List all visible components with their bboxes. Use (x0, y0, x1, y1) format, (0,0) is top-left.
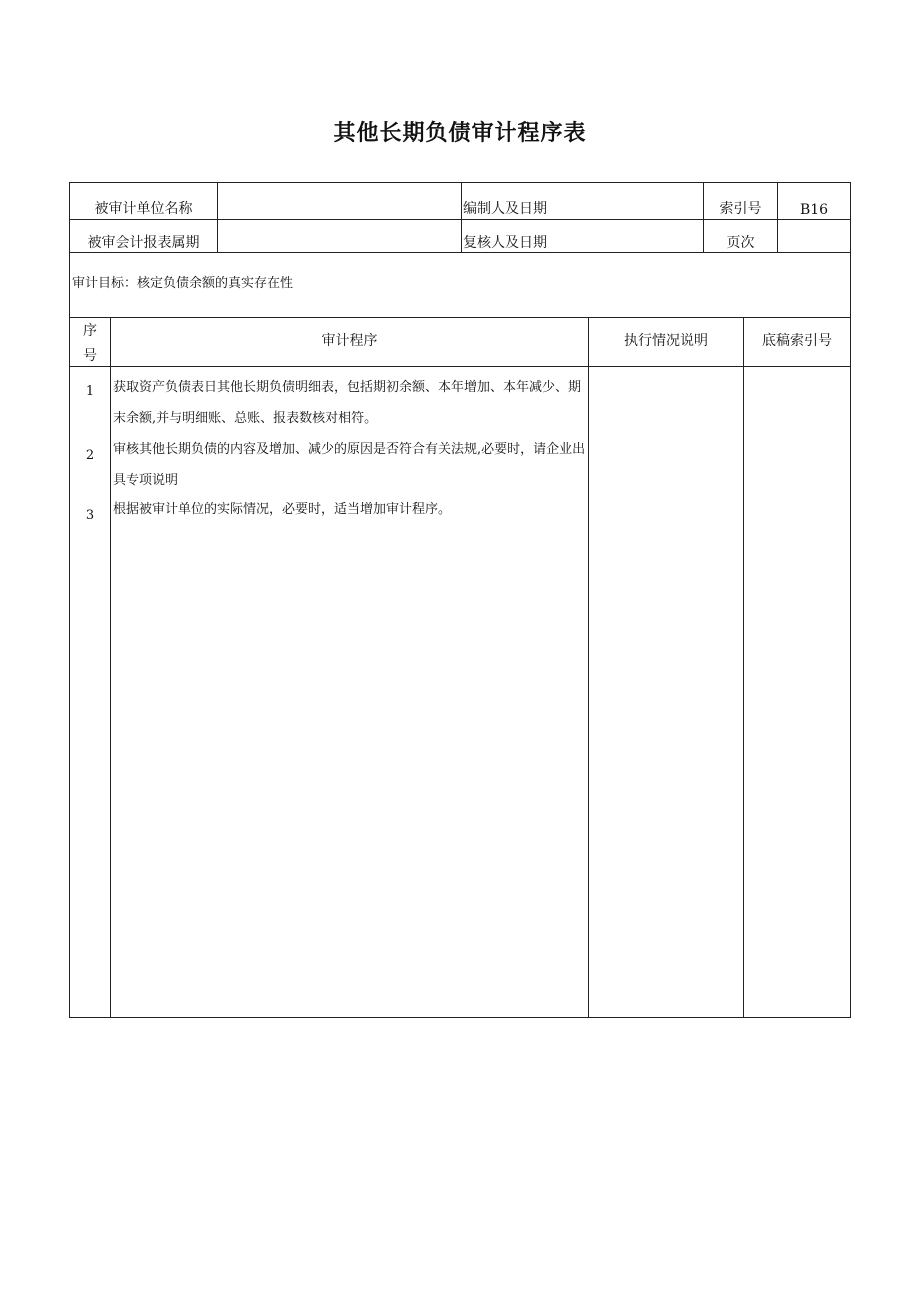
seq-header-line1: 序 (83, 323, 97, 339)
audit-objective: 审计目标：核定负债余额的真实存在性 (72, 276, 294, 291)
report-period-label: 被审会计报表属期 (87, 235, 200, 251)
column-divider (217, 182, 218, 253)
execution-header: 执行情况说明 (624, 333, 708, 349)
table-border-right (850, 182, 851, 1018)
row-divider (69, 317, 851, 318)
row-divider (69, 219, 851, 220)
index-number-label: 索引号 (719, 201, 762, 217)
row-number: 1 (85, 384, 95, 399)
reviewer-date-label: 复核人及日期 (463, 235, 547, 251)
row-divider (69, 366, 851, 367)
column-divider (588, 317, 589, 1018)
seq-header-line2: 号 (83, 348, 97, 364)
entity-name-label: 被审计单位名称 (94, 201, 193, 217)
row-number: 3 (85, 508, 95, 523)
column-divider (743, 317, 744, 1018)
procedure-text: 根据被审计单位的实际情况，必要时，适当增加审计程序。 (113, 502, 452, 517)
page-number-label: 页次 (726, 235, 755, 251)
index-number-value[interactable]: B16 (799, 202, 829, 218)
table-border-left (69, 182, 70, 1018)
page-title: 其他长期负债审计程序表 (333, 121, 587, 146)
column-divider (110, 317, 111, 1018)
table-border-top (69, 182, 851, 183)
procedure-header: 审计程序 (321, 333, 378, 349)
procedure-text: 获取资产负债表日其他长期负债明细表，包括期初余额、本年增加、本年减少、期末余额,并与明细账、总账、报表数核对相符。 (113, 380, 582, 426)
procedure-text: 审核其他长期负债的内容及增加、减少的原因是否符合有关法规,必要时，请企业出具专项说明 (113, 442, 586, 488)
table-border-bottom (69, 1017, 851, 1018)
row-number: 2 (85, 448, 95, 463)
preparer-date-label: 编制人及日期 (463, 201, 547, 217)
column-divider (461, 182, 462, 253)
workpaper-index-header: 底稿索引号 (762, 333, 832, 349)
